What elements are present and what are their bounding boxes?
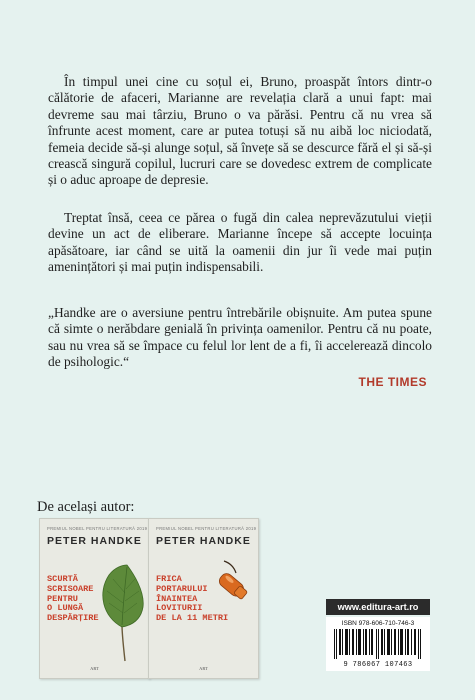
book-title <box>47 575 99 624</box>
whistle-icon <box>210 559 250 603</box>
book-title-line: PENTRU <box>47 593 78 604</box>
book-title-line: DE LA 11 METRI <box>156 613 229 624</box>
book-title-line: DESPĂRȚIRE <box>47 613 99 624</box>
book-title-line: O LUNGĂ <box>47 603 84 614</box>
book-author: PETER HANDKE <box>156 535 251 547</box>
birch-leaf-icon <box>95 563 147 663</box>
synopsis-paragraph-1: În timpul unei cine cu soțul ei, Bruno, proaspăt întors dintr-o călătorie de afaceri, Marianne are revelația clară a unui fapt: mai devreme sau mai târziu, Bruno o va părăsi. Pentru că nu vrea să înfrunte acest moment, care ar putea totuși să nu aibă loc niciodată, femeia decide să-și alunge soțul, să învețe să se descurce fără el și să-și crească singură copilul, lucruri care se dovedesc extrem de complicate și o aduc aproape de depresie. <box>48 74 432 188</box>
book-cover-1 <box>39 518 150 679</box>
barcode-icon <box>334 629 422 659</box>
synopsis-paragraph-2: Treptat însă, ceea ce părea o fugă din calea neprevăzutului vieții devine un act de eliberare. Marianne începe să accepte locuința apăsătoare, iar când se uită la oamenii din jur îi vede mai puțin amenințători și mai puțin indispensabili. <box>48 210 432 275</box>
book-award: PREMIUL NOBEL PENTRU LITERATURĂ 2019 <box>47 526 148 531</box>
book-title-line: LOVITURII <box>156 603 203 614</box>
book-title-line: SCRISOARE <box>47 583 94 594</box>
isbn-number: ISBN 978-606-710-746-3 <box>341 620 415 627</box>
review-source: THE TIMES <box>358 375 427 389</box>
book-publisher: ART <box>90 666 99 671</box>
book-cover-2 <box>148 518 259 679</box>
book-award: PREMIUL NOBEL PENTRU LITERATURĂ 2019 <box>156 526 257 531</box>
review-quote: „Handke are o aversiune pentru întrebările obișnuite. Am putea spune că simte o nerăbdare genială în privința oamenilor. Pentru că nu poate, sau nu vrea să se împace cu felul lor lent de a fi, îi accelerează dincolo de psihologic.“ <box>48 305 432 370</box>
barcode-panel <box>326 617 430 671</box>
book-title-line: SCURTĂ <box>47 574 78 584</box>
book-title-line: ÎNAINTEA <box>156 593 198 604</box>
also-by-heading: De același autor: <box>37 499 135 515</box>
book-title-line: FRICA <box>156 574 182 584</box>
barcode-digits: 9 786067 107463 <box>343 661 413 669</box>
book-publisher: ART <box>199 666 208 671</box>
publisher-website: www.editura-art.ro <box>326 599 430 615</box>
book-author: PETER HANDKE <box>47 535 142 547</box>
book-title-line: PORTARULUI <box>156 583 208 594</box>
